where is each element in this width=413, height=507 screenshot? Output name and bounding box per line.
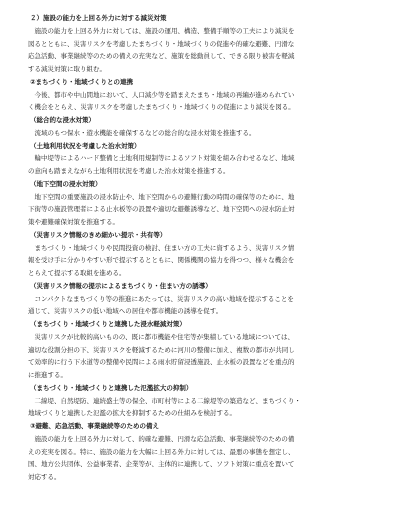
- paragraph-line: とらえて提示する取組を進める。: [28, 269, 126, 277]
- section-heading: （災害リスク情報のきめ細かい提示・共有等）: [30, 230, 167, 239]
- section-heading: （地下空間の浸水対策）: [30, 179, 102, 188]
- paragraph-line: 二線堤、自然堤防、連続盛土等の保全、市町村等による二線堤等の築造など、まちづくり・: [28, 396, 301, 405]
- paragraph-line: 地域づくりと連携した氾濫の拡大を抑制するための仕組みを検討する。: [28, 409, 236, 418]
- paragraph-line: 適切な役割分担の下、災害リスクを軽減するために河川の整備に加え、複数の都市が共同し: [28, 345, 295, 354]
- section-heading: （まちづくり・地域づくりと連携した氾濫拡大の抑制）: [30, 383, 193, 392]
- paragraph-line: 今後、都市や中山間地において、人口減少等を踏まえたまち・地域の再編が進められてい: [28, 90, 295, 99]
- section-heading: ③避難、応急活動、事業継続等のための備え: [30, 422, 160, 430]
- paragraph-line: の意向も踏まえながら土地利用状況を考慮した治水対策を推進する。: [28, 167, 230, 175]
- paragraph-line: まちづくり・地域づくりや民間投資の検討、住まい方の工夫に資するよう、災害リスク情: [28, 243, 295, 252]
- paragraph-line: 応急活動、事業継続等のための備えの充実など、施策を総動員して、できる限り被害を軽減: [28, 52, 295, 61]
- paragraph-line: 対応する。: [28, 473, 61, 481]
- paragraph-line: 施設の能力を上回る外力に対しては、施設の運用、構造、整備手順等の工夫により減災を: [28, 26, 295, 35]
- section-heading: （総合的な浸水対策）: [30, 116, 95, 124]
- paragraph-line: 通じて、災害リスクの低い地域への居住や都市機能の誘導を促す。: [28, 307, 223, 316]
- section-heading: （土地利用状況を考慮した治水対策）: [30, 141, 141, 150]
- paragraph-line: 国、地方公共団体、公益事業者、企業等が、主体的に連携して、ソフト対策に重点を置いて: [28, 460, 295, 469]
- paragraph-line: に推進する。: [28, 371, 67, 379]
- paragraph-line: 策や避難確保対策を推進する。: [28, 218, 119, 226]
- paragraph-line: 災害リスクが比較的高いものの、既に都市機能や住宅等が集積している地域については、: [28, 332, 294, 341]
- paragraph-line: コンパクトなまちづくり等の推進にあたっては、災害リスクの高い地域を提示することを: [28, 294, 294, 303]
- paragraph-line: 地下空間の重要施設の浸水防止や、地下空間からの避難行動の時間の確保等のために、地: [28, 192, 295, 201]
- paragraph-line: えの充実を図る。特に、施設の能力を大幅に上回る外力に対しては、最悪の事態を想定し、: [28, 447, 295, 456]
- section-heading: （災害リスク情報の提示によるまちづくり・住まい方の誘導）: [30, 281, 212, 290]
- paragraph-line: く機会をとらえ、災害リスクを考慮したまちづくり・地域づくりの促進により減災を図る。: [28, 103, 295, 112]
- paragraph-line: 図るとともに、災害リスクを考慮したまちづくり・地域づくりの促進や的確な避難、円滑な: [28, 39, 295, 48]
- paragraph-line: 報を受け手に分かりやすい形で提示するとともに、関係機関の協力を得つつ、様々な機会を: [28, 256, 295, 265]
- paragraph-line: 施設の能力を上回る外力に対して、的確な避難、円滑な応急活動、事業継続等のための備: [28, 434, 295, 443]
- paragraph-line: 輪中堤等によるハード整備と土地利用規制等によるソフト対策を組み合わせるなど、地域: [28, 154, 295, 163]
- paragraph-line: て効率的に行う下水道等の整備や民間による雨水貯留浸透施設、止水板の設置などを重点的: [28, 358, 295, 367]
- paragraph-line: する減災対策に取り組む。: [28, 65, 106, 73]
- paragraph-line: 流域のもつ保水・遊水機能を確保するなどの総合的な浸水対策を推進する。: [28, 128, 256, 137]
- section-heading: ２）施設の能力を上回る外力に対する減災対策: [30, 14, 167, 22]
- section-heading: ②まちづくり・地域づくりとの連携: [30, 77, 133, 86]
- paragraph-line: 下街等の施設管理者による止水板等の設置や適切な避難誘導など、地下空間への浸水防止対: [28, 205, 295, 214]
- section-heading: （まちづくり・地域づくりと連携した浸水軽減対策）: [30, 320, 186, 328]
